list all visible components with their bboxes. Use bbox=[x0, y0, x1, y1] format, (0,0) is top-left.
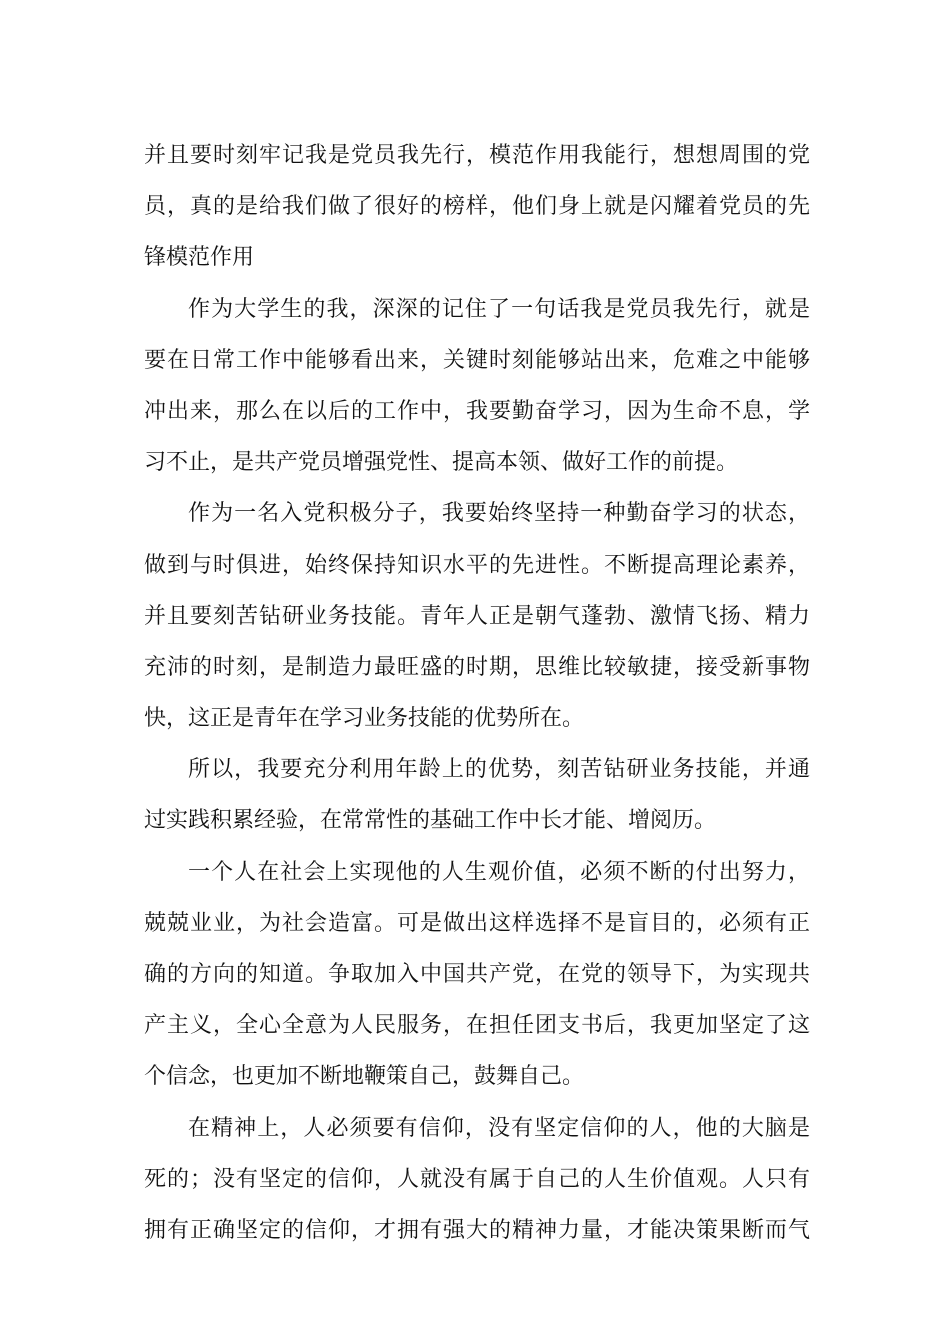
text-line: 拥有正确坚定的信仰，才拥有强大的精神力量，才能决策果断而气 bbox=[144, 1217, 810, 1243]
text-line: 冲出来，那么在以后的工作中，我要勤奋学习，因为生命不息，学 bbox=[144, 398, 810, 424]
text-line: 并且要时刻牢记我是党员我先行，模范作用我能行，想想周围的党 bbox=[144, 143, 810, 168]
text-line: 兢兢业业，为社会造富。可是做出这样选择不是盲目的，必须有正 bbox=[144, 910, 810, 936]
text-line: 确的方向的知道。争取加入中国共产党，在党的领导下，为实现共 bbox=[144, 962, 810, 987]
text-line: 要在日常工作中能够看出来，关键时刻能够站出来，危难之中能够 bbox=[144, 347, 810, 373]
body-text bbox=[144, 130, 810, 1256]
text-line: 快，这正是青年在学习业务技能的优势所在。 bbox=[144, 706, 585, 732]
text-line: 并且要刻苦钻研业务技能。青年人正是朝气蓬勃、激情飞扬、精力 bbox=[144, 603, 810, 629]
text-line: 在精神上，人必须要有信仰，没有坚定信仰的人，他的大脑是 bbox=[188, 1115, 810, 1141]
text-line: 作为大学生的我，深深的记住了一句话我是党员我先行，就是 bbox=[188, 296, 810, 322]
text-line: 作为一名入党积极分子，我要始终坚持一种勤奋学习的状态， bbox=[188, 501, 810, 527]
text-line: 员，真的是给我们做了很好的榜样，他们身上就是闪耀着党员的先 bbox=[144, 194, 810, 220]
text-line: 个信念，也更加不断地鞭策自己，鼓舞自己。 bbox=[144, 1064, 585, 1090]
text-line: 习不止，是共产党员增强党性、提高本领、做好工作的前提。 bbox=[144, 450, 739, 476]
text-line: 做到与时俱进，始终保持知识水平的先进性。不断提高理论素养， bbox=[144, 552, 810, 578]
text-line: 充沛的时刻，是制造力最旺盛的时期，思维比较敏捷，接受新事物 bbox=[144, 654, 810, 680]
text-line: 锋模范作用 bbox=[144, 245, 255, 271]
text-line: 一个人在社会上实现他的人生观价值，必须不断的付出努力， bbox=[188, 859, 810, 885]
text-line: 产主义，全心全意为人民服务，在担任团支书后，我更加坚定了这 bbox=[144, 1013, 810, 1039]
text-line: 过实践积累经验，在常常性的基础工作中长才能、增阅历。 bbox=[144, 808, 717, 834]
text-line: 死的；没有坚定的信仰，人就没有属于自己的人生价值观。人只有 bbox=[144, 1166, 810, 1192]
text-line: 所以，我要充分利用年龄上的优势，刻苦钻研业务技能，并通 bbox=[188, 757, 810, 783]
